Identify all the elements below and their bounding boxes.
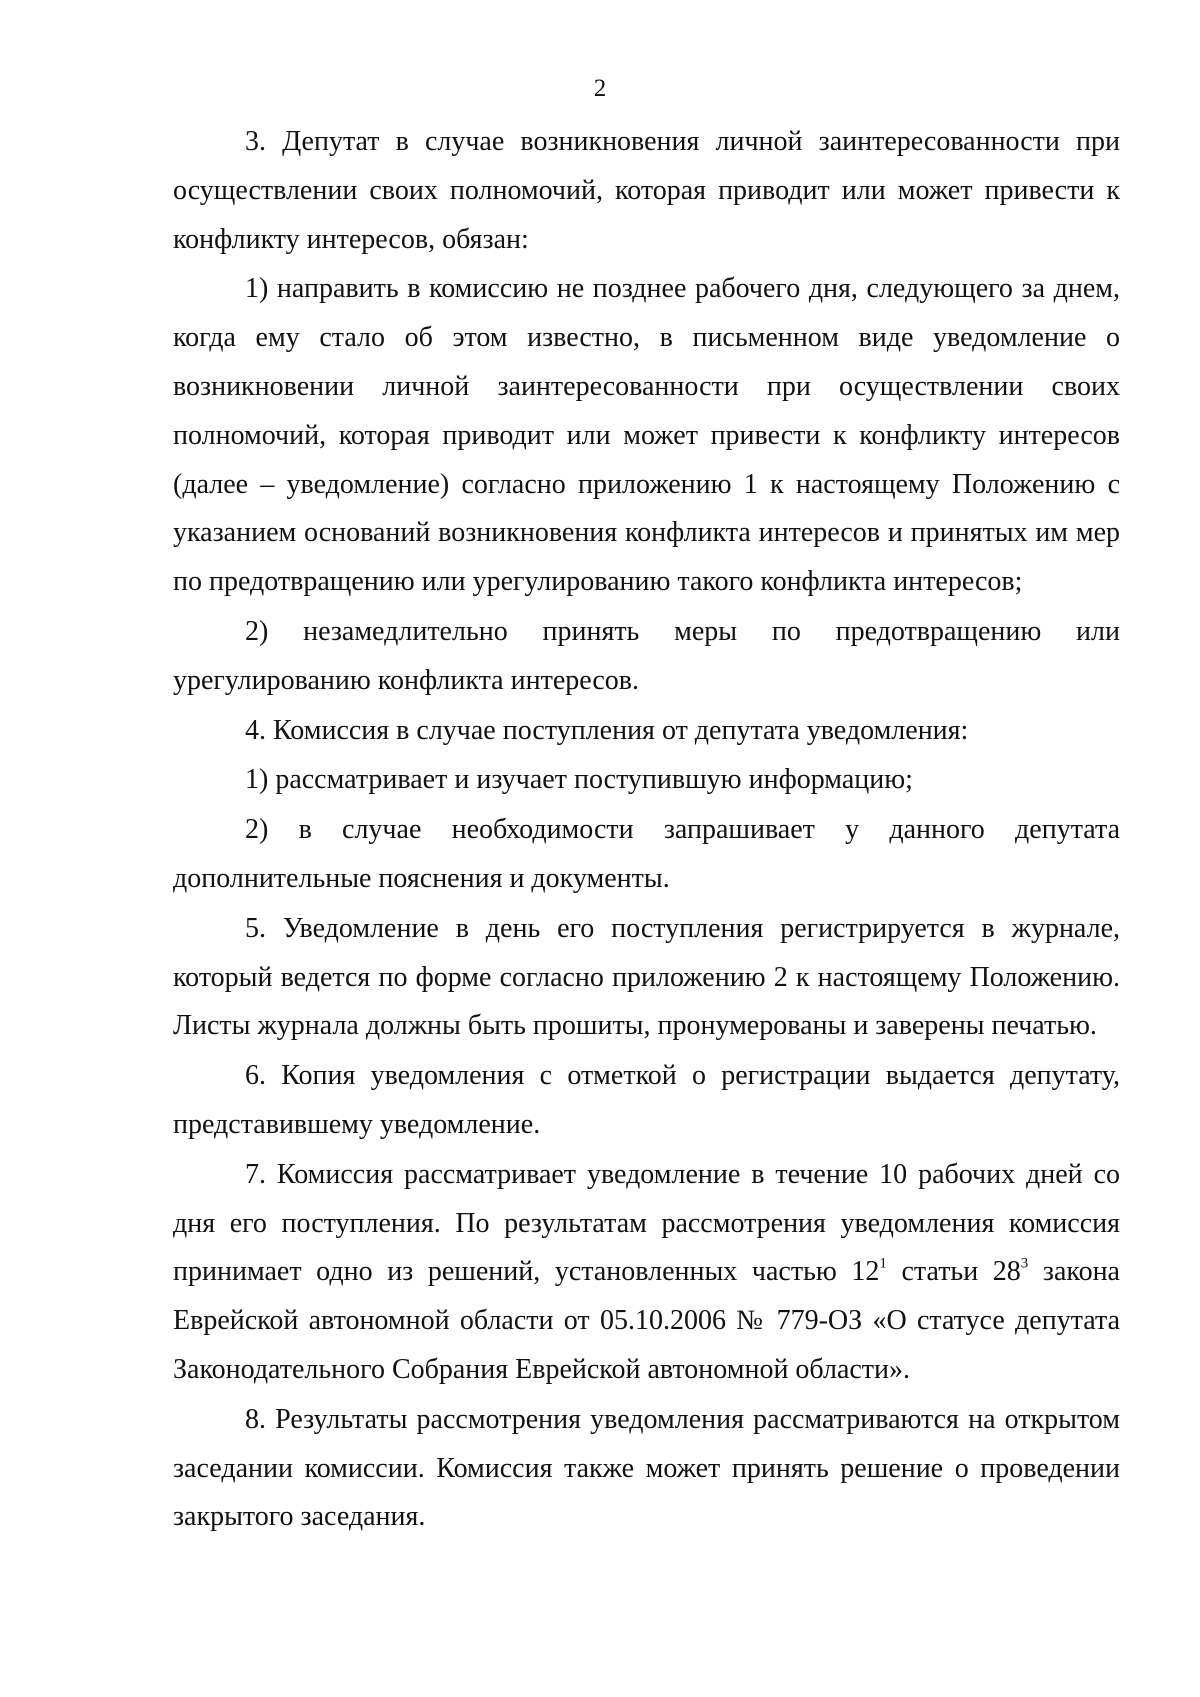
- paragraph-4-item-1: 1) рассматривает и изучает поступившую информацию;: [245, 764, 913, 796]
- page-number: 2: [593, 75, 607, 102]
- paragraph-3-item-1: 1) направить в комиссию не позднее рабочего дня, следующего за днем, когда ему стало об этом известно, в письменном виде уведомление о возникновении личной заинтересованности при осуществлении своих полномочий, которая приводит или может привести к конфликту интересов (далее – уведомление) согласно приложению 1 к настоящему Положению с указанием оснований возникновения конфликта интересов и принятых им мер по предотвращению или урегулированию такого конфликта интересов;: [173, 273, 1120, 598]
- paragraph-3: 3. Депутат в случае возникновения личной заинтересованности при осуществлении своих полномочий, которая приводит или может привести к конфликту интересов, обязан:: [173, 126, 1120, 255]
- paragraph-7-part-1: 7. Комиссия рассматривает уведомление в течение 10 рабочих дней со дня его поступления. По результатам рассмотрения уведомления комиссия принимает одно из решений, установленных частью 12: [173, 1158, 1120, 1288]
- paragraph-6: 6. Копия уведомления с отметкой о регистрации выдается депутату, представившему уведомление.: [173, 1060, 1120, 1140]
- paragraph-7-part-2: статьи 28: [886, 1256, 1021, 1288]
- paragraph-3-item-2: 2) незамедлительно принять меры по предотвращению или урегулированию конфликта интересов.: [173, 615, 1120, 696]
- superscript-article-number: 3: [1020, 1255, 1029, 1272]
- paragraph-4-item-2: 2) в случае необходимости запрашивает у данного депутата дополнительные пояснения и документы.: [173, 814, 1120, 894]
- paragraph-7: [173, 1151, 1120, 1395]
- paragraph-4: 4. Комиссия в случае поступления от депутата уведомления:: [245, 714, 969, 746]
- paragraph-7-part-3: закона Еврейской автономной области от 05.10.2006 № 779-ОЗ «О статусе депутата Законодательного Собрания Еврейской автономной области».: [173, 1256, 1120, 1385]
- paragraph-5: 5. Уведомление в день его поступления регистрируется в журнале, который ведется по форме согласно приложению 2 к настоящему Положению. Листы журнала должны быть прошиты, пронумерованы и заверены печатью.: [173, 912, 1120, 1042]
- document-body: [173, 118, 1120, 1542]
- superscript-part-number: 1: [879, 1255, 887, 1272]
- paragraph-8: 8. Результаты рассмотрения уведомления рассматриваются на открытом заседании комиссии. Комиссия также может принять решение о проведении закрытого заседания.: [173, 1403, 1120, 1533]
